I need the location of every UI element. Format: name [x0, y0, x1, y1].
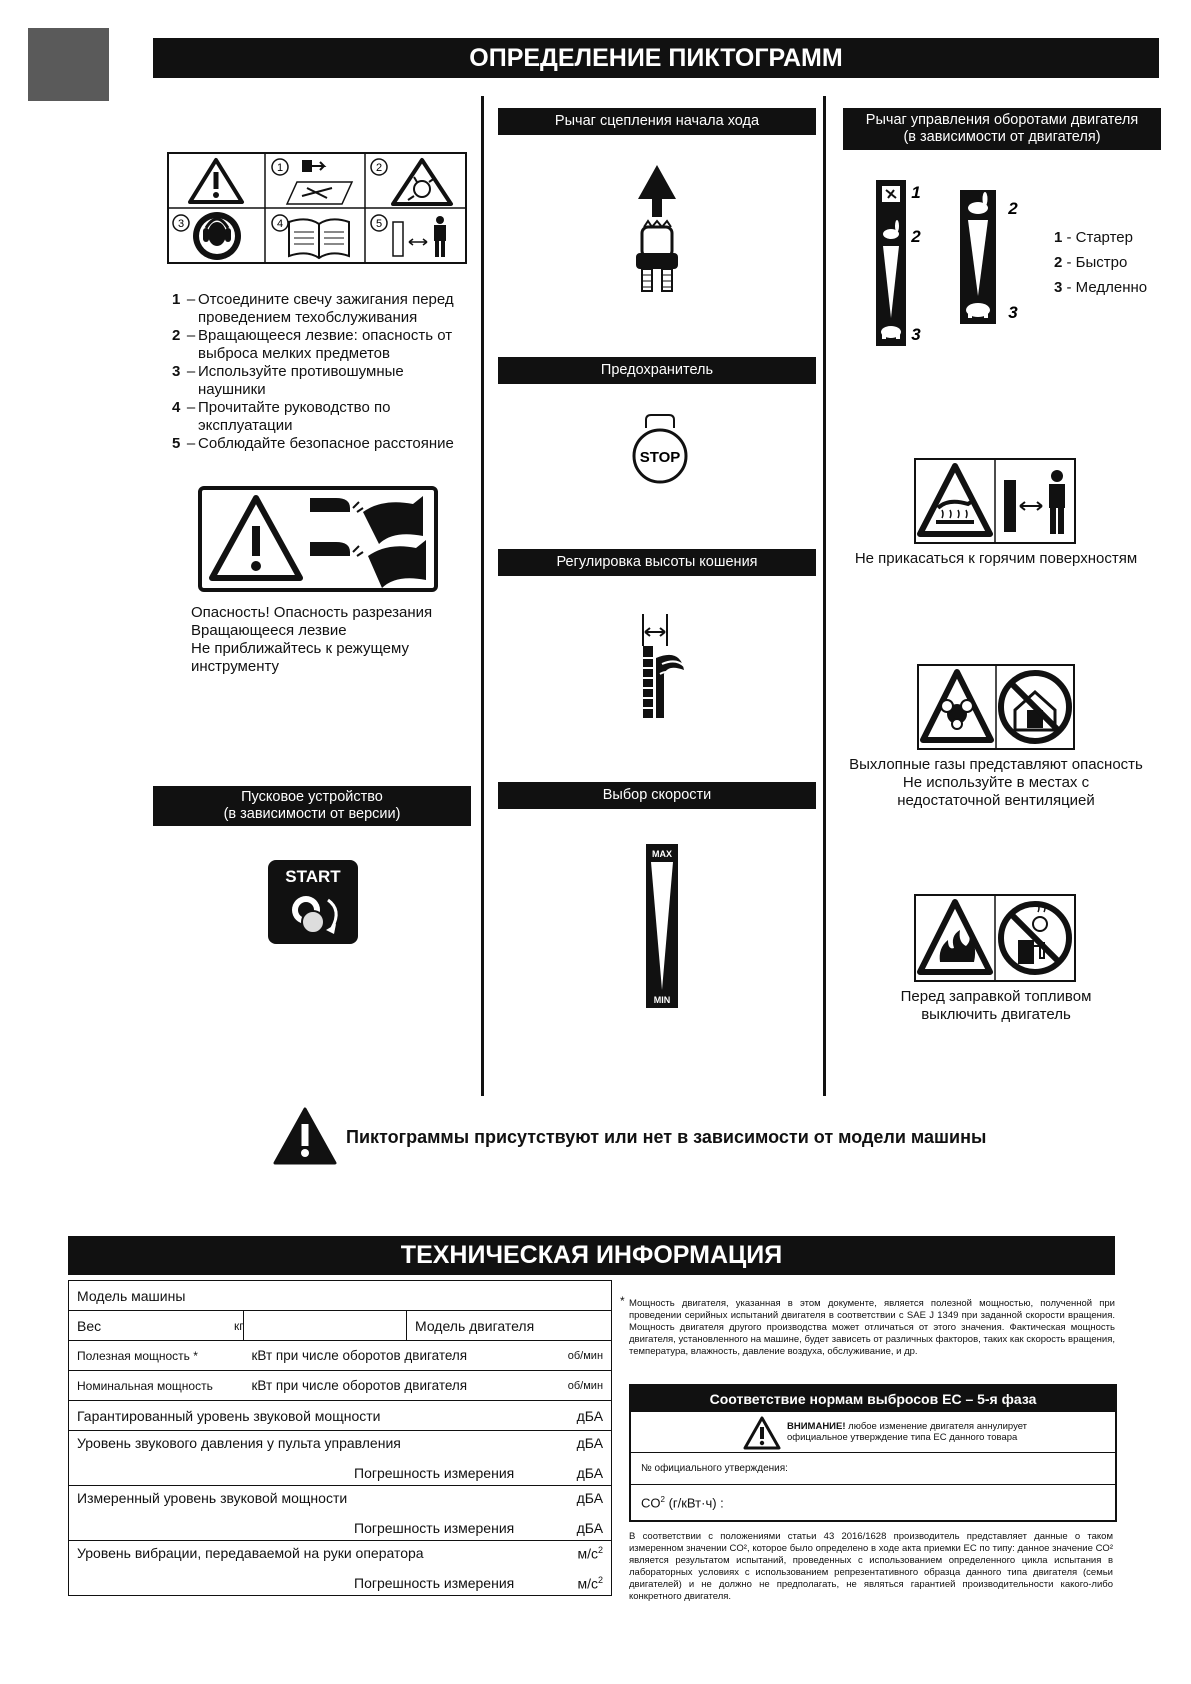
vibration-unit: $м/с^2$ — [577, 1545, 604, 1562]
exhaust-gas-label — [917, 664, 1075, 750]
engine-model-label: Модель двигателя — [407, 1311, 612, 1341]
cutting-hazard-caption — [191, 604, 451, 676]
column-divider-2 — [823, 96, 826, 1096]
speed-scale-icon — [646, 844, 678, 1008]
stop-switch-icon — [632, 414, 688, 486]
svg-text:2: 2 — [911, 227, 921, 246]
cutting-hazard-label — [198, 486, 438, 592]
fuse-section-header — [498, 357, 816, 384]
svg-text:MAX: MAX — [652, 849, 672, 859]
list-item: наушники — [198, 381, 266, 398]
refuel-label — [914, 894, 1076, 982]
hot-surface-caption: Не прикасаться к горячим поверхностям — [854, 550, 1138, 567]
header-line: Рычаг управления оборотами двигателя — [865, 112, 1139, 128]
notice-warning-icon — [273, 1107, 337, 1165]
header-line: (в зависимости от двигателя) — [903, 129, 1101, 145]
operator-pressure-unit: дБА — [576, 1435, 604, 1451]
net-power-label: Полезная мощность * — [69, 1341, 244, 1371]
list-item: 5 – Соблюдайте безопасное расстояние — [172, 435, 454, 452]
table-row — [69, 1486, 612, 1541]
list-item: 3 - Медленно — [1054, 279, 1148, 296]
footnote-star: * — [620, 1294, 625, 1308]
throttle-lever-icon-b — [960, 190, 1030, 326]
uncertainty-unit: дБА — [576, 1520, 604, 1536]
table-row — [69, 1341, 612, 1371]
safety-pictogram-grid — [167, 152, 467, 264]
header-line: Регулировка высоты кошения — [556, 554, 758, 570]
cutting-height-icon — [640, 612, 690, 720]
table-row — [69, 1401, 612, 1431]
weight-unit: кг — [234, 1319, 244, 1333]
header-line: Предохранитель — [600, 362, 714, 378]
vibration-label: Уровень вибрации, передаваемой на руки оператора — [77, 1545, 424, 1561]
uncertainty-unit: дБА — [576, 1465, 604, 1481]
page-title: ОПРЕДЕЛЕНИЕ ПИКТОГРАММ — [153, 38, 1159, 78]
svg-text:MIN: MIN — [653, 995, 671, 1005]
rated-power-label: Номинальная мощность — [69, 1371, 244, 1401]
svg-text:3: 3 — [911, 325, 921, 344]
caption-line: Выхлопные газы представляют опасность — [849, 756, 1143, 773]
measured-noise-unit: дБА — [576, 1490, 604, 1506]
caption-line: Опасность! Опасность разрезания — [191, 604, 433, 621]
machine-model-label: Модель машины — [69, 1281, 612, 1311]
uncertainty-label: Погрешность измерения — [354, 1520, 515, 1536]
caption-line: Вращающееся лезвие — [191, 622, 347, 639]
list-item: выброса мелких предметов — [198, 345, 390, 362]
caption-line: Не используйте в местах с — [902, 774, 1090, 791]
no-smoking-refuel-icon — [1001, 904, 1069, 972]
ec-emissions-box — [629, 1384, 1117, 1522]
header-line: Выбор скорости — [602, 787, 712, 803]
rated-power-rpm: об/мин — [534, 1371, 612, 1401]
choke-icon — [882, 186, 900, 202]
svg-text:1: 1 — [276, 162, 284, 174]
rated-power-kw-label: кВт при числе оборотов двигателя — [244, 1371, 534, 1401]
list-item: 4 – Прочитайте руководство по — [172, 399, 391, 416]
uncertainty-label: Погрешность измерения — [354, 1575, 515, 1591]
caption-line: выключить двигатель — [921, 1006, 1071, 1023]
cutting-height-section-header — [498, 549, 816, 576]
header-line: Пусковое устройство — [241, 789, 383, 805]
svg-text:5: 5 — [375, 218, 383, 230]
list-item: 3 – Используйте противошумные — [172, 363, 404, 380]
caption-line: Перед заправкой топливом — [900, 988, 1092, 1005]
list-item: 1 – Отсоедините свечу зажигания перед — [172, 291, 454, 308]
ec-warning-text: ВНИМАНИЕ! любое изменение двигателя аннулирует официальное утверждение типа ЕС данного товара — [787, 1421, 1028, 1443]
section-tab — [28, 28, 109, 101]
list-item: 2 - Быстро — [1054, 254, 1128, 271]
no-indoor-use-icon — [1001, 673, 1069, 741]
safety-legend-list — [172, 291, 472, 453]
start-key-icon — [268, 860, 358, 944]
net-power-rpm: об/мин — [534, 1341, 612, 1371]
starter-section-header — [153, 786, 471, 826]
header-line: Рычаг сцепления начала хода — [554, 113, 760, 129]
table-row — [69, 1311, 612, 1341]
svg-text:2: 2 — [1008, 199, 1018, 218]
uncertainty-label: Погрешность измерения — [354, 1465, 515, 1481]
operator-pressure-label: Уровень звукового давления у пульта управления — [77, 1435, 401, 1451]
weight-value — [244, 1311, 407, 1341]
turtle-icon — [966, 303, 990, 318]
forward-drive-icon — [632, 165, 682, 295]
ec-emissions-title: Соответствие нормам выбросов ЕС – 5-я фаза — [631, 1386, 1115, 1412]
list-item: эксплуатации — [198, 417, 293, 434]
ec-co2-row: $CO^2$ (г/кВт·ч) : — [641, 1495, 724, 1511]
list-item: 2 – Вращающееся лезвие: опасность от — [172, 327, 453, 344]
throttle-lever-icon-a — [876, 180, 928, 348]
guaranteed-noise-unit: дБА — [534, 1401, 612, 1431]
list-item: 1 - Стартер — [1054, 229, 1133, 246]
uncertainty-unit: $м/с^2$ — [577, 1575, 604, 1592]
tech-info-table — [68, 1280, 612, 1596]
measured-noise-cell — [69, 1486, 612, 1541]
clutch-section-header — [498, 108, 816, 135]
ec-footer-text: В соответствии с положениями статьи 43 2016/1628 производитель представляет данные о таком измеренном значении CO², которое было определено в ходе акта приемки ЕС по типу: данное значение CO² является результатом испытаний, проведенных с использованием определенного цикла испытания в лабораторных условиях с использованием репрезентативного образца данного типа двигателя (семьи двигателей) и не должно не предполагать, не являться гарантией производительности какого-либо конкретного двигателя. — [629, 1531, 1113, 1602]
ec-warning-row — [631, 1412, 1115, 1453]
hot-surface-label — [914, 458, 1076, 544]
ec-approval-row: № официального утверждения: — [631, 1453, 1115, 1485]
measured-noise-label: Измеренный уровень звуковой мощности — [77, 1490, 348, 1506]
svg-text:3: 3 — [177, 218, 185, 230]
svg-text:1: 1 — [911, 183, 921, 202]
table-row — [69, 1431, 612, 1486]
caption-line: недостаточной вентиляцией — [897, 792, 1095, 809]
throttle-section-header — [843, 108, 1161, 150]
weight-cell — [69, 1311, 244, 1341]
power-footnote: Мощность двигателя, указанная в этом документе, является полезной мощностью, полученной при проведении серийных испытаний двигателя в соответствии с SAE J 1349 при заданной скорости вращения. Мощность двигателя другого производства может отличаться от этого значения. Фактическая мощность двигателя, установленного на машине, будет зависеть от различных факторов, таких как скорость вращения, температура, влажность, давление воздуха, обслуживание, и др. — [629, 1298, 1115, 1357]
svg-text:STOP: STOP — [639, 449, 681, 466]
svg-text:2: 2 — [375, 162, 383, 174]
table-row — [69, 1371, 612, 1401]
caption-line: инструменту — [191, 658, 280, 675]
weight-label: Вес — [77, 1317, 102, 1334]
column-divider-1 — [481, 96, 484, 1096]
refuel-caption — [836, 988, 1156, 1024]
caption-line: Не приближайтесь к режущему — [191, 640, 409, 657]
notice-text: Пиктограммы присутствуют или нет в зависимости от модели машины — [346, 1127, 987, 1147]
svg-text:3: 3 — [1008, 303, 1018, 322]
speed-section-header — [498, 782, 816, 809]
tech-info-title: ТЕХНИЧЕСКАЯ ИНФОРМАЦИЯ — [68, 1236, 1115, 1275]
header-line: (в зависимости от версии) — [223, 806, 401, 822]
warning-triangle-icon — [743, 1416, 781, 1450]
svg-text:4: 4 — [276, 218, 284, 230]
operator-pressure-cell — [69, 1431, 612, 1486]
net-power-kw-label: кВт при числе оборотов двигателя — [244, 1341, 534, 1371]
exhaust-gas-caption — [836, 756, 1156, 810]
vibration-cell — [69, 1541, 612, 1596]
throttle-legend — [1054, 225, 1174, 300]
list-item: проведением техобслуживания — [198, 309, 418, 326]
guaranteed-noise-label: Гарантированный уровень звуковой мощности — [69, 1401, 534, 1431]
table-row — [69, 1541, 612, 1596]
svg-text:START: START — [285, 867, 341, 886]
table-row — [69, 1281, 612, 1311]
turtle-icon — [881, 326, 901, 339]
